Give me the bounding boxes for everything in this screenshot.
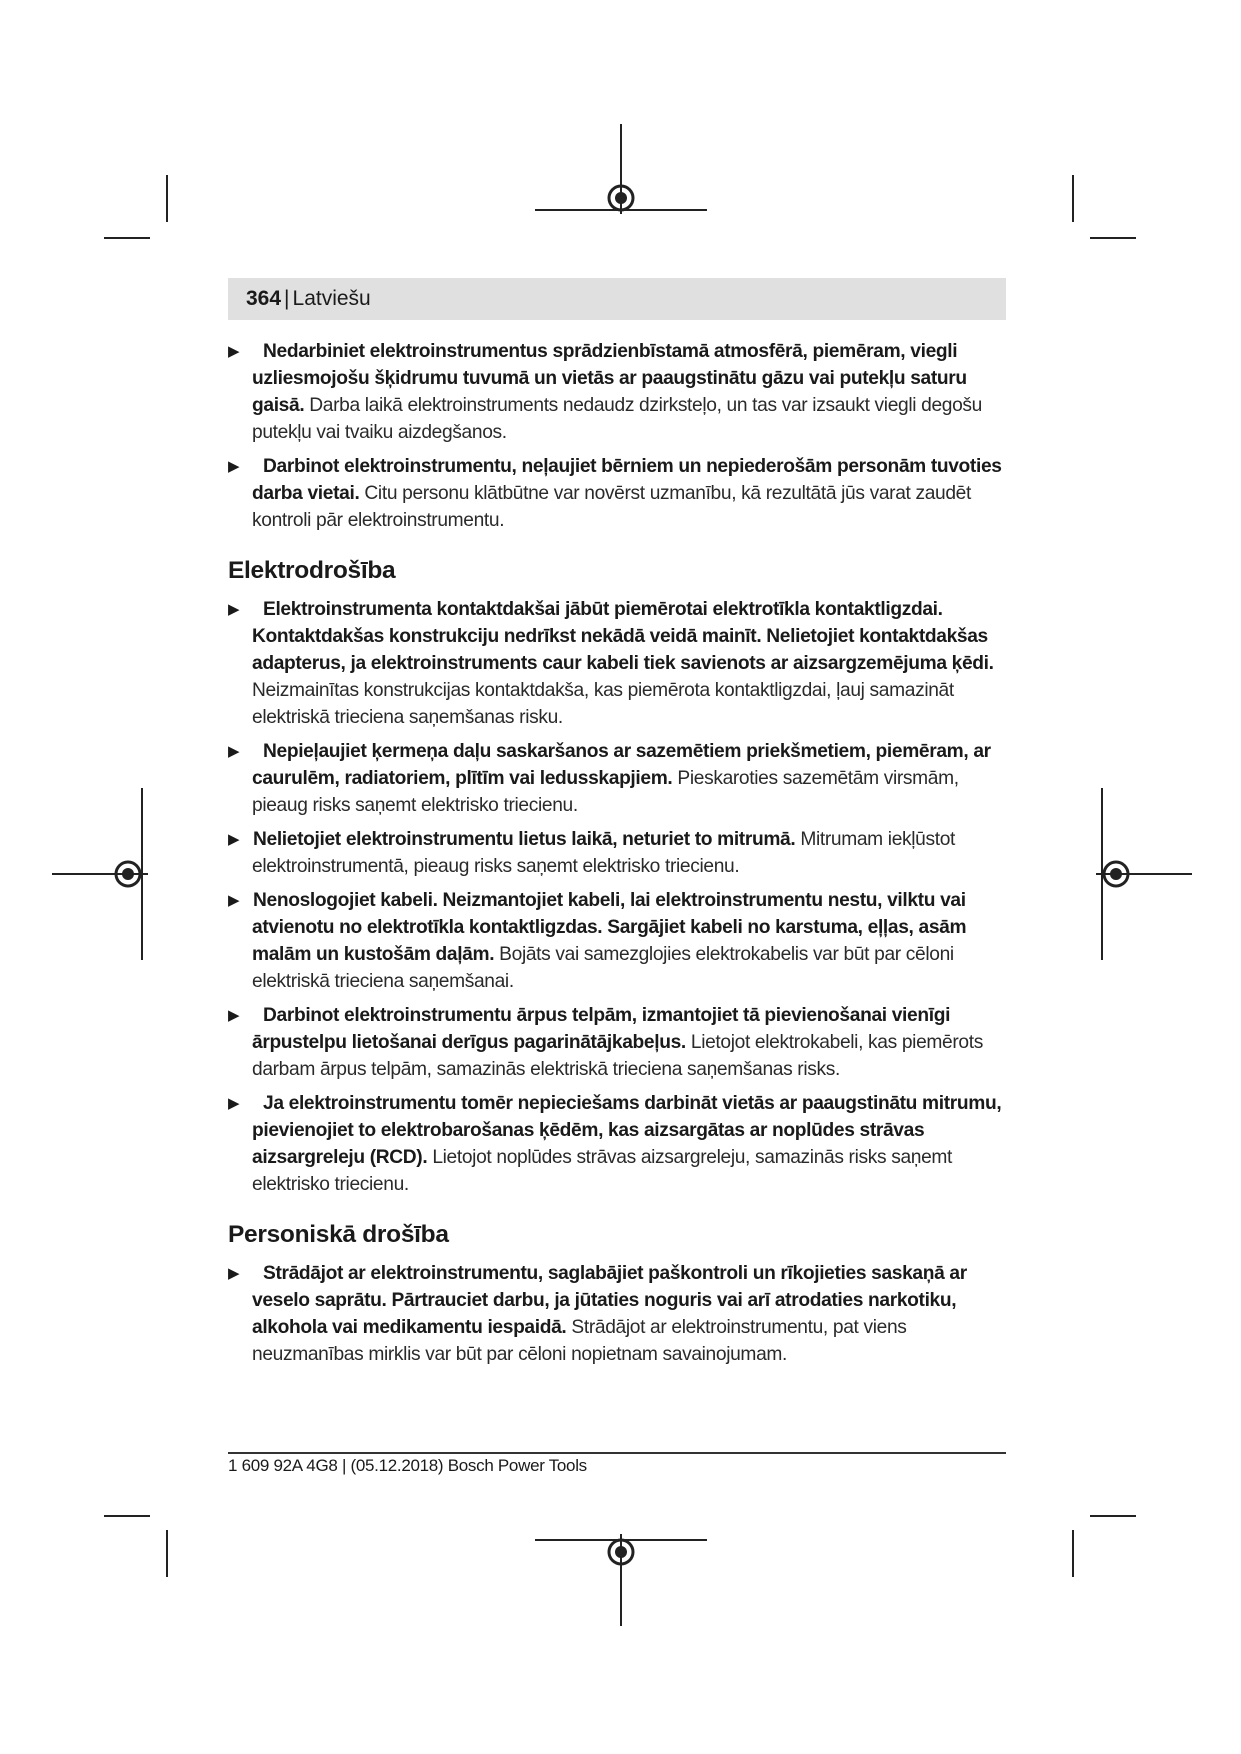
warning-text: Neizmainītas konstrukcijas kontaktdakša, kas piemērota kontaktligzdai, ļauj samazināt elektriskā trieciena saņemšanas risku. bbox=[252, 680, 954, 728]
crop-mark-tl-h bbox=[104, 237, 150, 239]
bullet-triangle-icon: ▶ bbox=[228, 1265, 240, 1282]
section-title-personal: Personiskā drošība bbox=[228, 1221, 449, 1248]
crop-mark-tr-v bbox=[1072, 175, 1074, 222]
header-language: Latviešu bbox=[292, 287, 371, 310]
list-item bbox=[228, 1260, 1018, 1368]
crop-mark-tr-h bbox=[1090, 237, 1136, 239]
warning-text: Mitrumam iekļūstot elektroinstrumentā, pieaug risks saņemt elektrisko triecienu. bbox=[252, 829, 956, 877]
warning-bold-text: Nenoslogojiet kabeli. Neizmantojiet kabeli, lai elektroinstrumentu nestu, vilktu vai atvienotu no elektrotīkla kontaktligzdas. Sargājiet kabeli no karstuma, eļļas, asām malām un kustošām daļām. bbox=[252, 890, 967, 965]
list-item bbox=[228, 1090, 1018, 1198]
bullet-triangle-icon: ▶ bbox=[228, 892, 240, 909]
crop-mark-bl-v bbox=[166, 1530, 168, 1577]
header-separator: | bbox=[284, 287, 290, 310]
list-item bbox=[228, 826, 1018, 880]
section-title-electrical: Elektrodrošība bbox=[228, 557, 396, 584]
list-item bbox=[228, 338, 1018, 446]
bullet-triangle-icon: ▶ bbox=[228, 601, 240, 618]
page-header bbox=[228, 278, 1006, 320]
page-footer: 1 609 92A 4G8 | (05.12.2018) Bosch Power Tools bbox=[228, 1456, 587, 1475]
warning-text: Lietojot noplūdes strāvas aizsargreleju, samazinās risks saņemt elektrisko triecienu. bbox=[252, 1147, 953, 1195]
warning-bold-text: Strādājot ar elektroinstrumentu, saglabājiet paškontroli un rīkojieties saskaņā ar veselo saprātu. Pārtrauciet darbu, ja jūtaties noguris vai arī atrodaties narkotiku, alkohola vai medikamentu iespaidā. bbox=[252, 1263, 967, 1338]
warning-text: Lietojot elektrokabeli, kas piemērots darbam ārpus telpām, samazinās elektriskā trieciena saņemšanas risks. bbox=[252, 1032, 983, 1080]
bullet-triangle-icon: ▶ bbox=[228, 1007, 240, 1024]
page-number: 364 bbox=[246, 287, 282, 310]
warning-bold-text: Nepieļaujiet ķermeņa daļu saskaršanos ar sazemētiem priekšmetiem, piemēram, ar caurulēm, radiatoriem, plītīm vai ledusskapjiem. bbox=[252, 741, 991, 789]
warning-text: Darba laikā elektroinstruments nedaudz dzirksteļo, un tas var izsaukt viegli degošu putekļu vai tvaiku aizdegšanos. bbox=[252, 395, 982, 443]
warning-text: Pieskaroties sazemētām virsmām, pieaug risks saņemt elektrisko triecienu. bbox=[252, 768, 959, 816]
registration-mark-left-icon bbox=[52, 786, 152, 962]
bullet-triangle-icon: ▶ bbox=[228, 343, 240, 360]
main-content bbox=[228, 338, 1018, 1375]
warning-bold-text: Elektroinstrumenta kontaktdakšai jābūt piemērotai elektrotīkla kontaktligzdai. Kontaktdakšas konstrukciju nedrīkst nekādā veidā mainīt. Nelietojiet kontaktdakšas adapterus, ja elektroinstruments caur kabeli tiek savienots ar aizsargzemējuma ķēdi. bbox=[252, 599, 994, 674]
list-item bbox=[228, 887, 1018, 995]
warning-text: Strādājot ar elektroinstrumentu, pat viens neuzmanības mirklis var būt par cēloni nopietnam savainojumam. bbox=[252, 1317, 907, 1365]
bullet-triangle-icon: ▶ bbox=[228, 831, 240, 848]
crop-mark-br-v bbox=[1072, 1530, 1074, 1577]
bullet-triangle-icon: ▶ bbox=[228, 743, 240, 760]
list-item bbox=[228, 453, 1018, 534]
warning-text: Citu personu klātbūtne var novērst uzmanību, kā rezultātā jūs varat zaudēt kontroli pār elektroinstrumentu. bbox=[252, 483, 971, 531]
warning-bold-text: Darbinot elektroinstrumentu, neļaujiet bērniem un nepiederošām personām tuvoties darba vietai. bbox=[252, 456, 1002, 504]
warning-text: Bojāts vai samezglojies elektrokabelis var būt par cēloni elektriskā trieciena saņemšanai. bbox=[252, 944, 954, 992]
bullet-triangle-icon: ▶ bbox=[228, 458, 240, 475]
warning-bold-text: Darbinot elektroinstrumentu ārpus telpām, izmantojiet tā pievienošanai vienīgi ārpustelpu lietošanai derīgus pagarinātājkabeļus. bbox=[252, 1005, 951, 1053]
registration-mark-right-icon bbox=[1092, 786, 1192, 962]
bullet-triangle-icon: ▶ bbox=[228, 1095, 240, 1112]
list-item bbox=[228, 1002, 1018, 1083]
warning-bold-text: Nedarbiniet elektroinstrumentus sprādzienbīstamā atmosfērā, piemēram, viegli uzliesmojošu šķidrumu tuvumā un vietās ar paaugstinātu gāzu vai putekļu saturu gaisā. bbox=[252, 341, 967, 416]
crop-mark-tl-v bbox=[166, 175, 168, 222]
list-item bbox=[228, 596, 1018, 731]
crop-mark-br-h bbox=[1090, 1515, 1136, 1517]
crop-mark-bl-h bbox=[104, 1515, 150, 1517]
registration-mark-top-icon bbox=[531, 124, 711, 220]
warning-bold-text: Nelietojiet elektroinstrumentu lietus laikā, neturiet to mitrumā. bbox=[253, 829, 796, 850]
registration-mark-bottom-icon bbox=[531, 1530, 711, 1626]
warning-bold-text: Ja elektroinstrumentu tomēr nepieciešams darbināt vietās ar paaugstinātu mitrumu, pievienojiet to elektrobarošanas ķēdēm, kas aizsargātas ar noplūdes strāvas aizsargreleju (RCD). bbox=[252, 1093, 1002, 1168]
list-item bbox=[228, 738, 1018, 819]
footer-divider bbox=[228, 1452, 1006, 1454]
